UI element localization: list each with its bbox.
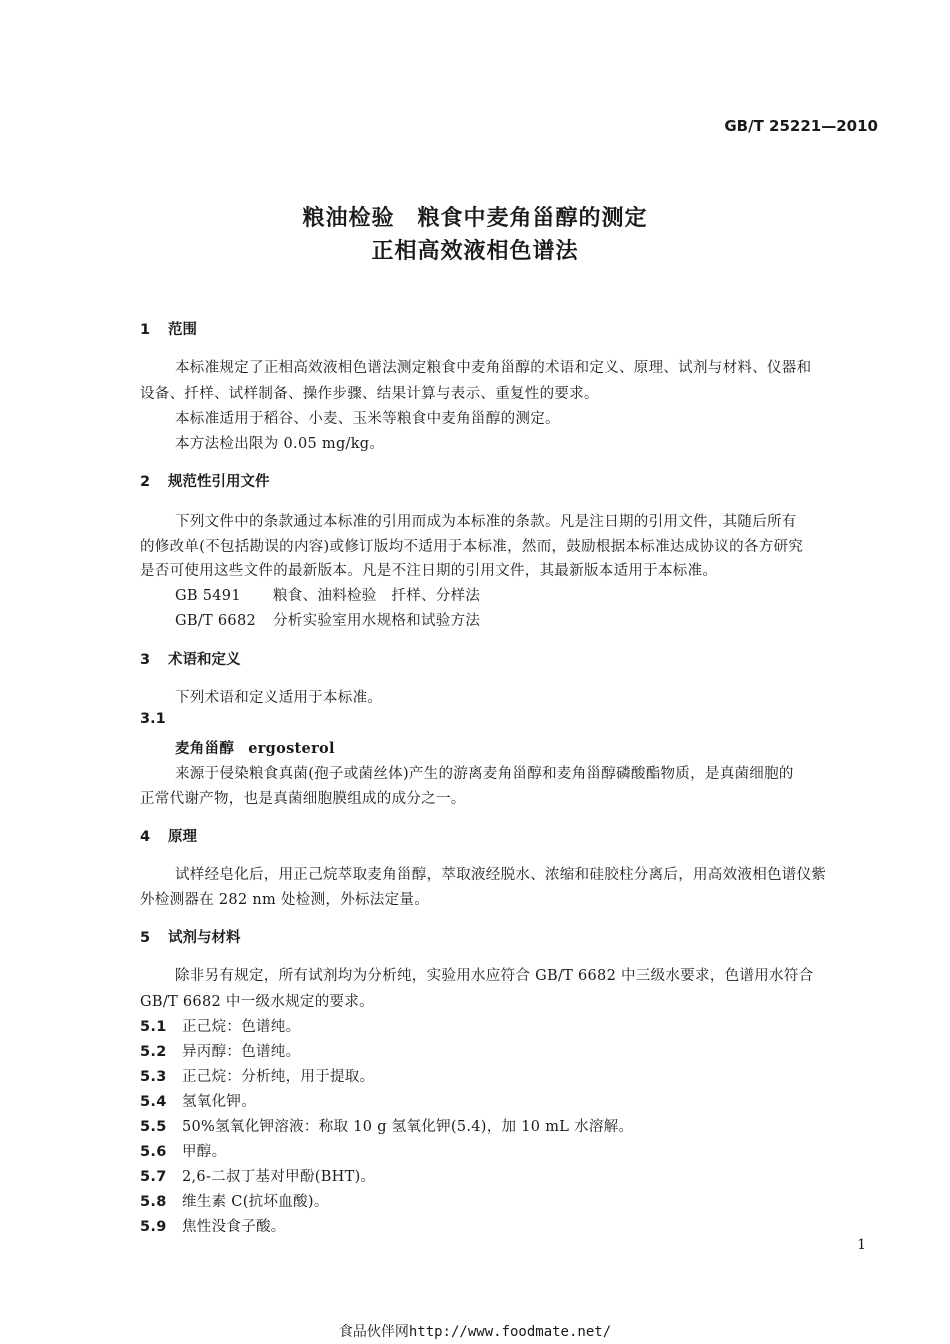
definition-line: 正常代谢产物，也是真菌细胞膜组成的成分之一。	[140, 791, 466, 807]
item-text: 50%氢氧化钾溶液：称取 10 g 氢氧化钾(5.4)，加 10 mL 水溶解。	[182, 1119, 634, 1135]
reference-code: GB 5491	[175, 588, 241, 604]
section-title: 术语和定义	[168, 652, 241, 668]
section-number: 2	[140, 474, 151, 490]
item-text: 维生素 C(抗坏血酸)。	[182, 1194, 329, 1210]
list-item	[140, 1115, 633, 1136]
list-item	[140, 1215, 286, 1236]
paragraph-line: 下列文件中的条款通过本标准的引用而成为本标准的条款。凡是注日期的引用文件，其随后所有	[175, 514, 797, 530]
list-item	[140, 1165, 375, 1186]
item-number: 5.9	[140, 1219, 167, 1235]
section-number: 4	[140, 829, 151, 845]
section-number: 5	[140, 930, 151, 946]
item-number: 5.3	[140, 1069, 167, 1085]
paragraph-line: 本标准适用于稻谷、小麦、玉米等粮食中麦角甾醇的测定。	[175, 411, 560, 427]
item-text: 焦性没食子酸。	[182, 1219, 286, 1235]
item-number: 5.8	[140, 1194, 167, 1210]
section-1-heading	[140, 318, 197, 339]
paragraph-line: 下列术语和定义适用于本标准。	[175, 690, 383, 706]
item-number: 5.2	[140, 1044, 167, 1060]
paragraph-line: 本方法检出限为 0.05 mg/kg。	[175, 436, 385, 452]
section-title: 规范性引用文件	[168, 474, 270, 490]
paragraph-line: 设备、扦样、试样制备、操作步骤、结果计算与表示、重复性的要求。	[140, 386, 599, 402]
item-text: 正己烷：分析纯，用于提取。	[182, 1069, 375, 1085]
item-text: 甲醇。	[182, 1144, 227, 1160]
list-item	[140, 1190, 329, 1211]
page-title-line-1: 粮油检验 粮食中麦角甾醇的测定	[302, 206, 648, 231]
term-english: ergosterol	[248, 740, 335, 757]
normative-reference	[175, 609, 480, 630]
footer-url: http://www.foodmate.net/	[408, 1324, 612, 1340]
paragraph-line: GB/T 6682 中一级水规定的要求。	[140, 994, 374, 1010]
term-entry	[175, 737, 335, 758]
normative-reference	[175, 584, 480, 605]
footer-watermark	[0, 1321, 950, 1341]
item-number: 5.5	[140, 1119, 167, 1135]
subsection-number: 3.1	[140, 711, 166, 727]
page-title-line-2: 正相高效液相色谱法	[371, 239, 579, 264]
section-3-heading	[140, 648, 241, 669]
item-number: 5.7	[140, 1169, 167, 1185]
reference-title: 分析实验室用水规格和试验方法	[273, 613, 481, 629]
item-number: 5.1	[140, 1019, 167, 1035]
page-number: 1	[857, 1237, 866, 1253]
list-item	[140, 1040, 300, 1061]
paragraph-line: 的修改单(不包括勘误的内容)或修订版均不适用于本标准，然而，鼓励根据本标准达成协议的各方研究	[140, 539, 804, 555]
list-item	[140, 1065, 374, 1086]
section-4-heading	[140, 825, 197, 846]
item-text: 2,6-二叔丁基对甲酚(BHT)。	[182, 1169, 376, 1185]
paragraph-line: 除非另有规定，所有试剂均为分析纯，实验用水应符合 GB/T 6682 中三级水要求，色谱用水符合	[175, 968, 814, 984]
section-title: 原理	[168, 829, 197, 845]
section-number: 1	[140, 322, 151, 338]
reference-code: GB/T 6682	[175, 613, 257, 629]
item-number: 5.6	[140, 1144, 167, 1160]
list-item	[140, 1140, 226, 1161]
paragraph-line: 本标准规定了正相高效液相色谱法测定粮食中麦角甾醇的术语和定义、原理、试剂与材料、仪器和	[175, 360, 812, 376]
item-text: 氢氧化钾。	[182, 1094, 256, 1110]
paragraph-line: 外检测器在 282 nm 处检测，外标法定量。	[140, 892, 429, 908]
item-text: 正己烷：色谱纯。	[182, 1019, 301, 1035]
definition-line: 来源于侵染粮食真菌(孢子或菌丝体)产生的游离麦角甾醇和麦角甾醇磷酸酯物质，是真菌细胞的	[175, 766, 794, 782]
standard-number: GB/T 25221—2010	[724, 117, 878, 135]
section-number: 3	[140, 652, 151, 668]
section-5-heading	[140, 926, 241, 947]
item-number: 5.4	[140, 1094, 167, 1110]
paragraph-line: 是否可使用这些文件的最新版本。凡是不注日期的引用文件，其最新版本适用于本标准。	[140, 563, 718, 579]
section-2-heading	[140, 470, 270, 491]
term-chinese: 麦角甾醇	[175, 741, 235, 757]
item-text: 异丙醇：色谱纯。	[182, 1044, 301, 1060]
paragraph-line: 试样经皂化后，用正己烷萃取麦角甾醇，萃取液经脱水、浓缩和硅胶柱分离后，用高效液相色谱仪紫	[175, 867, 827, 883]
list-item	[140, 1015, 300, 1036]
list-item	[140, 1090, 256, 1111]
section-title: 试剂与材料	[168, 930, 241, 946]
footer-site-name: 食品伙伴网	[338, 1324, 409, 1340]
reference-title: 粮食、油料检验 扦样、分样法	[273, 588, 481, 604]
section-title: 范围	[168, 322, 197, 338]
